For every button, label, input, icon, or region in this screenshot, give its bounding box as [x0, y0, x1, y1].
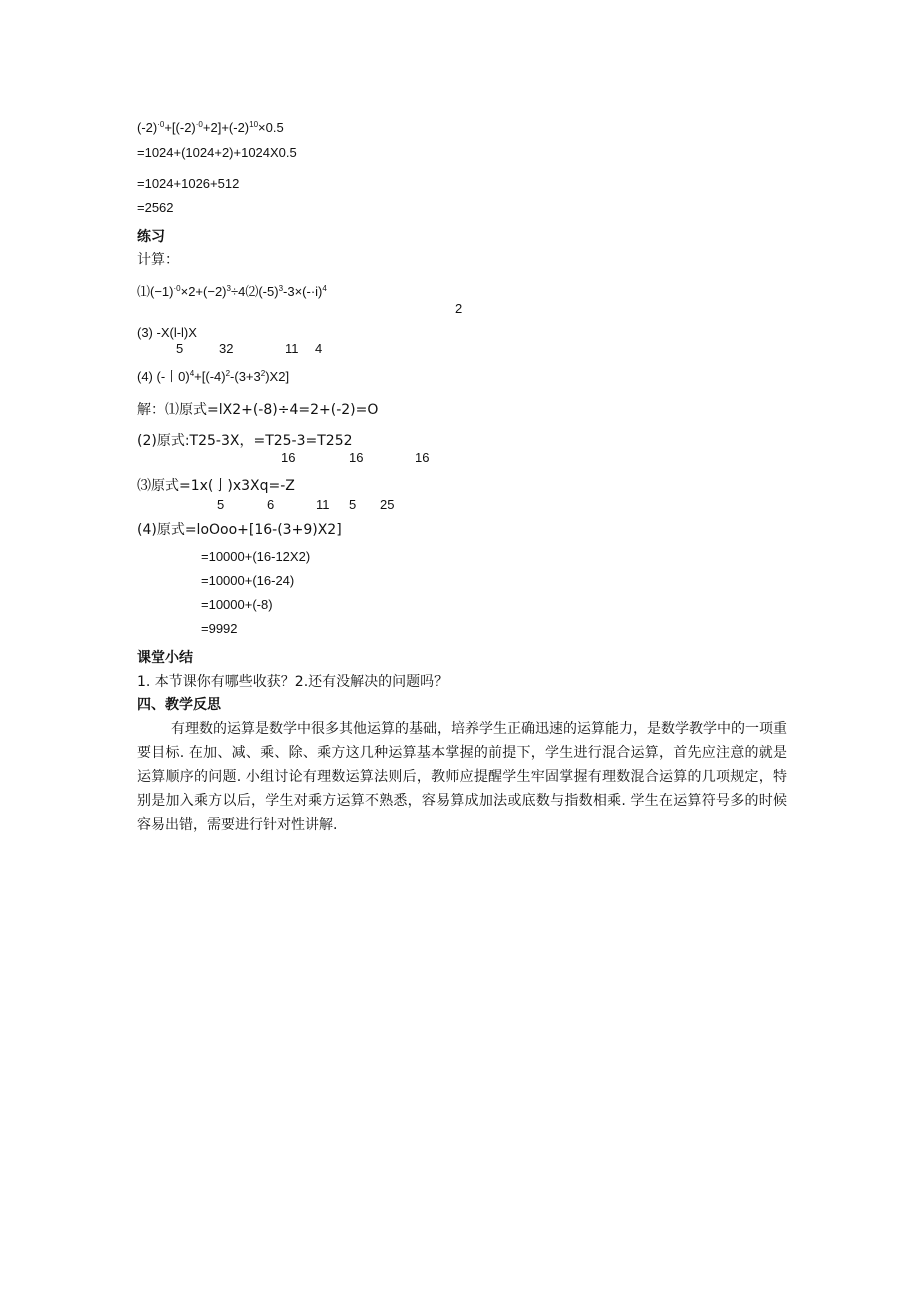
- problem-3-denominator-5: 5: [176, 341, 184, 356]
- work-line-1-exp-2: ·0: [195, 120, 203, 129]
- problem-1-part-c: ÷4⑵(-5): [230, 284, 279, 299]
- problem-1-exp-2: 3: [226, 284, 231, 293]
- reflection-heading: 四、教学反思: [137, 697, 221, 713]
- problem-4-part-b: +[(-4): [194, 369, 226, 384]
- solution-4-step-4: =10000+(-8): [201, 597, 273, 612]
- solution-3-denominator-11: 11: [316, 497, 330, 512]
- work-line-1-part-b: +[(-2): [164, 120, 196, 135]
- problem-1-exp-1: ·0: [173, 284, 181, 293]
- work-line-1: [137, 119, 284, 137]
- work-line-4: =2562: [137, 200, 174, 215]
- work-line-1-part-a: (-2): [137, 120, 158, 135]
- problem-1-exp-4: 4: [322, 284, 327, 293]
- problem-4-part-d: )X2]: [265, 369, 290, 384]
- solution-4: (4)原式=loOoo+[16-(3+9)X2]: [137, 522, 342, 538]
- problem-4-part-c: -(3+3: [230, 369, 261, 384]
- problem-3-denominator-11: 11: [285, 341, 299, 356]
- solution-2-denominator-a: 16: [281, 450, 296, 465]
- practice-intro: 计算：: [137, 252, 179, 268]
- solution-3-denominator-25: 25: [380, 497, 395, 512]
- work-line-3: =1024+1026+512: [137, 176, 240, 191]
- work-line-1-part-c: +2]+(-2): [202, 120, 250, 135]
- solution-2: (2)原式:T25-3X，=T25-3=T252: [137, 433, 353, 449]
- practice-problem-4: [137, 368, 289, 386]
- work-line-1-exp-3: 10: [249, 120, 259, 129]
- problem-1-part-a: ⑴(−1): [137, 284, 174, 299]
- problem-1-part-d: -3×(-·i): [283, 284, 323, 299]
- solution-1: 解：⑴原式=lX2+(-8)÷4=2+(-2)=O: [137, 402, 379, 418]
- work-line-2: =1024+(1024+2)+1024X0.5: [137, 145, 297, 160]
- reflection-paragraph-text: 有理数的运算是数学中很多其他运算的基础，培养学生正确迅速的运算能力，是数学教学中的一项重要目标. 在加、减、乘、除、乘方这几种运算基本掌握的前提下，学生进行混合运算，首先应注意的就是运算顺序的问题. 小组讨论有理数运算法则后，教师应提醒学生牢固掌握有理数混合运算的几项规定，特别是加入乘方以后，学生对乘方运算不熟悉，容易算成加法或底数与指数相乘. 学生在运算符号多的时候容易出错，需要进行针对性讲解.: [137, 721, 787, 833]
- summary-heading: 课堂小结: [137, 650, 193, 666]
- solution-4-step-2: =10000+(16-12X2): [201, 549, 311, 564]
- solution-4-step-5: =9992: [201, 621, 238, 636]
- solution-3-denominator-6: 6: [267, 497, 275, 512]
- solution-4-step-3: =10000+(16-24): [201, 573, 295, 588]
- summary-text: 1. 本节课你有哪些收获？2.还有没解决的问题吗？: [137, 674, 449, 690]
- problem-3-denominator-4: 4: [315, 341, 323, 356]
- solution-3-denominator-5: 5: [217, 497, 225, 512]
- problem-4-exp-2: 2: [225, 369, 231, 378]
- problem-1-part-b: ×2+(−2): [180, 284, 227, 299]
- solution-2-denominator-b: 16: [349, 450, 364, 465]
- problem-3-denominator-32: 32: [219, 341, 234, 356]
- work-line-1-part-d: ×0.5: [258, 120, 284, 135]
- practice-problem-1-2: [137, 283, 327, 301]
- problem-4-exp-3: 2: [260, 369, 266, 378]
- solution-3: ⑶原式=1x(亅)x3Xq=-Z: [137, 478, 295, 494]
- practice-heading: 练习: [137, 229, 165, 245]
- reflection-paragraph: [137, 717, 787, 837]
- practice-problem-3: (3) -X(l-l)X: [137, 325, 197, 340]
- solution-3-denominator-5b: 5: [349, 497, 357, 512]
- problem-4-exp-1: 4: [189, 369, 195, 378]
- problem-2-denominator: 2: [455, 301, 463, 316]
- work-line-1-exp-1: ·0: [157, 120, 165, 129]
- solution-2-denominator-c: 16: [415, 450, 430, 465]
- problem-4-part-a: (4) (-丨0): [137, 369, 190, 384]
- problem-1-exp-3: 3: [278, 284, 284, 293]
